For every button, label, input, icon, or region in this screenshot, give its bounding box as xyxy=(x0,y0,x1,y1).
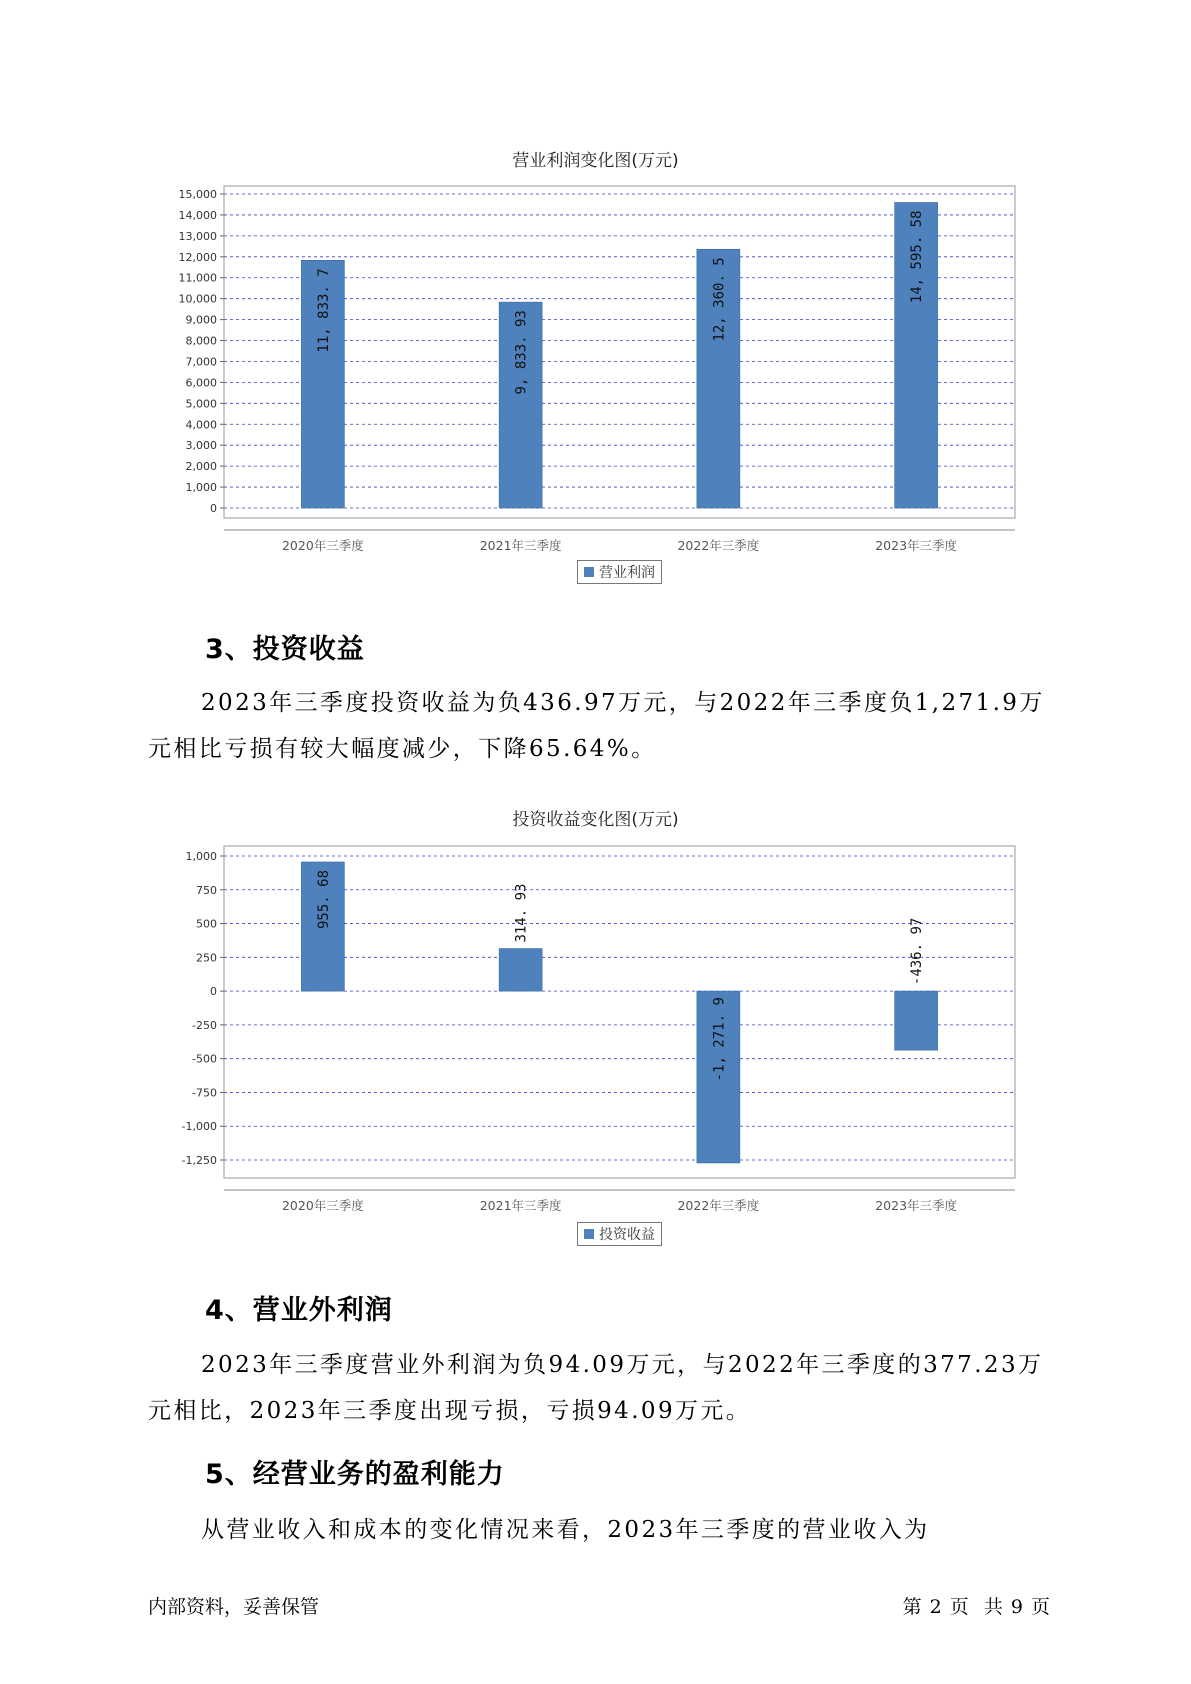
y-tick-label: 6,000 xyxy=(185,376,217,390)
y-tick-label: 7,000 xyxy=(185,355,217,369)
y-tick-label: 1,000 xyxy=(185,850,217,863)
investment-income-chart xyxy=(0,840,1191,1220)
y-tick-label: 0 xyxy=(210,985,217,999)
legend-swatch xyxy=(584,567,594,577)
para-line: 2023年三季度营业外利润为负94.09万元，与2022年三季度的377.23万 xyxy=(201,1352,1044,1378)
bar-value-label: 955. 68 xyxy=(315,869,332,930)
chart-title-operating-profit: 营业利润变化图(万元) xyxy=(512,151,679,171)
paragraph-investment-income xyxy=(148,680,1068,772)
y-tick-label: -250 xyxy=(192,1018,217,1032)
y-tick-label: 3,000 xyxy=(185,439,217,453)
y-tick-label: 750 xyxy=(196,883,217,897)
section-heading-profitability: 5、经营业务的盈利能力 xyxy=(205,1459,505,1490)
bar xyxy=(895,991,938,1050)
y-tick-label: 4,000 xyxy=(185,418,217,432)
section-heading-non-operating-profit: 4、营业外利润 xyxy=(205,1295,393,1326)
legend-label: 营业利润 xyxy=(599,565,655,581)
y-tick-label: 13,000 xyxy=(178,229,217,243)
bar-value-label: 314. 93 xyxy=(513,883,530,943)
y-tick-label: 1,000 xyxy=(185,481,217,495)
paragraph-profitability xyxy=(148,1507,1068,1553)
legend-swatch xyxy=(584,1229,594,1239)
para-line: 从营业收入和成本的变化情况来看，2023年三季度的营业收入为 xyxy=(201,1517,930,1543)
bar-value-label: -436. 97 xyxy=(909,917,926,986)
y-tick-label: 500 xyxy=(196,917,217,931)
bar-value-label: 11, 833. 7 xyxy=(315,268,332,353)
para-line: 2023年三季度投资收益为负436.97万元，与2022年三季度负1,271.9万 xyxy=(201,690,1045,716)
legend-label: 投资收益 xyxy=(599,1227,655,1243)
category-label: 2021年三季度 xyxy=(479,538,562,553)
bar xyxy=(499,949,542,992)
y-tick-label: -500 xyxy=(192,1052,217,1066)
y-tick-label: 14,000 xyxy=(178,208,217,222)
category-label: 2022年三季度 xyxy=(677,538,760,553)
y-tick-label: 12,000 xyxy=(178,250,217,264)
bar-value-label: 12, 360. 5 xyxy=(711,257,728,342)
y-tick-label: 5,000 xyxy=(185,397,217,411)
para-line: 元相比，2023年三季度出现亏损，亏损94.09万元。 xyxy=(148,1398,752,1424)
bar-value-label: -1, 271. 9 xyxy=(711,997,728,1082)
footer-confidential-note: 内部资料，妥善保管 xyxy=(148,1596,320,1618)
section-heading-investment-income: 3、投资收益 xyxy=(205,634,365,665)
category-label: 2020年三季度 xyxy=(281,1198,364,1213)
legend-investment-income xyxy=(577,1222,662,1246)
bar-value-label: 9, 833. 93 xyxy=(513,310,530,395)
operating-profit-chart xyxy=(0,180,1191,560)
chart-title-investment-income: 投资收益变化图(万元) xyxy=(512,810,679,830)
y-tick-label: 11,000 xyxy=(178,271,217,285)
bar-value-label: 14, 595. 58 xyxy=(909,210,926,304)
category-label: 2020年三季度 xyxy=(281,538,364,553)
y-tick-label: 15,000 xyxy=(178,188,217,201)
y-tick-label: 0 xyxy=(210,502,217,515)
footer-page-number: 第 2 页 共 9 页 xyxy=(902,1596,1051,1618)
category-label: 2022年三季度 xyxy=(677,1198,760,1213)
legend-operating-profit xyxy=(577,560,662,584)
y-tick-label: -1,250 xyxy=(181,1154,217,1167)
y-tick-label: 250 xyxy=(196,951,217,965)
para-line: 元相比亏损有较大幅度减少，下降65.64%。 xyxy=(148,736,657,762)
y-tick-label: 2,000 xyxy=(185,460,217,474)
y-tick-label: 9,000 xyxy=(185,313,217,327)
category-label: 2021年三季度 xyxy=(479,1198,562,1213)
category-label: 2023年三季度 xyxy=(875,538,958,553)
y-tick-label: 8,000 xyxy=(185,334,217,348)
y-tick-label: -1,000 xyxy=(181,1120,217,1134)
category-label: 2023年三季度 xyxy=(875,1198,958,1213)
y-tick-label: 10,000 xyxy=(178,292,217,306)
paragraph-non-operating-profit xyxy=(148,1342,1068,1434)
y-tick-label: -750 xyxy=(192,1086,217,1100)
